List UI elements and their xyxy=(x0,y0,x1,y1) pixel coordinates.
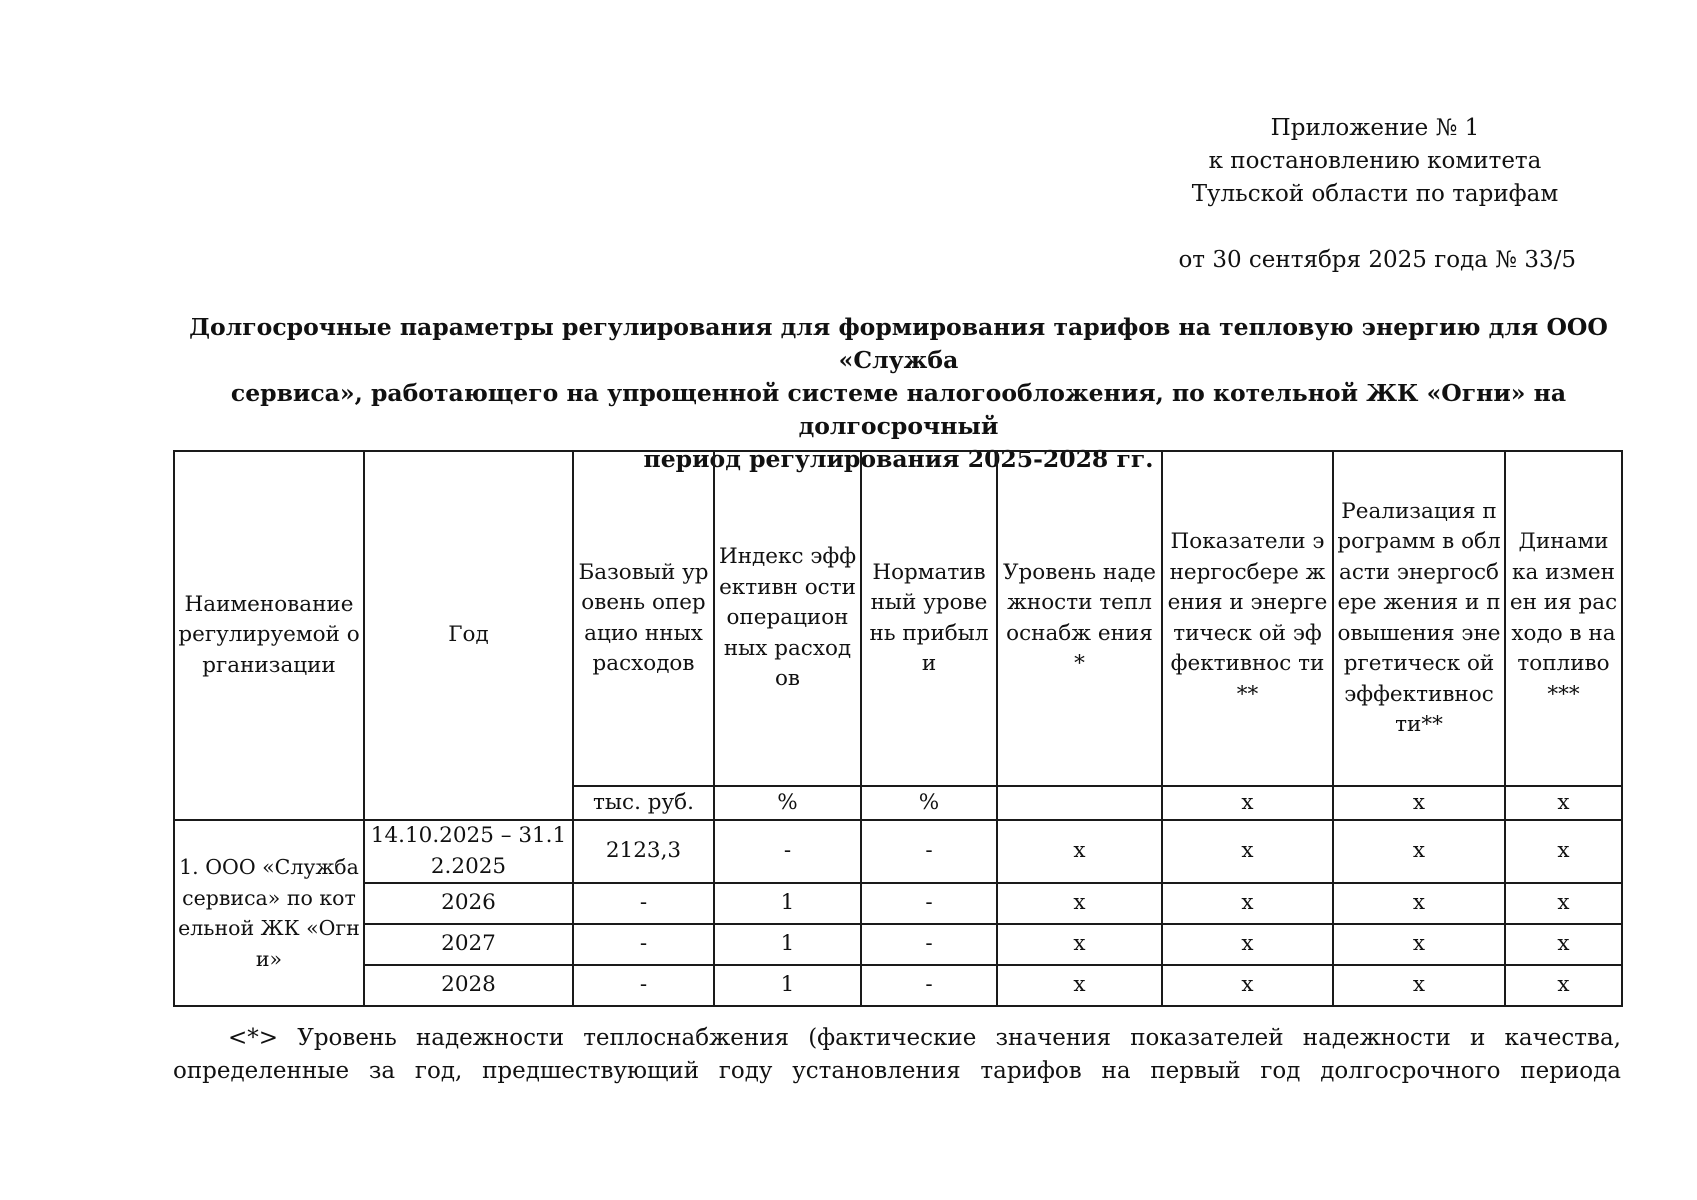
appendix-block xyxy=(1150,112,1600,277)
profit-level-cell: - xyxy=(861,820,997,883)
fuel-dynamics-cell: x xyxy=(1505,820,1622,883)
header-programs: Реализация программ в области энергосбере жения и повышения энергетическ ой эффективнос ти** xyxy=(1333,451,1505,786)
programs-cell: x xyxy=(1333,883,1505,924)
header-fuel-dynamics: Динами ка изменен ия расходо в на топливо *** xyxy=(1505,451,1622,786)
header-efficiency-index: Индекс эффективн ости операцион ных расходов xyxy=(714,451,861,786)
header-reliability: Уровень надежности теплоснабж ения* xyxy=(997,451,1162,786)
table-row xyxy=(174,924,1622,965)
efficiency-index-cell: - xyxy=(714,820,861,883)
fuel-dynamics-cell: x xyxy=(1505,965,1622,1006)
table-row xyxy=(174,965,1622,1006)
table-row xyxy=(174,883,1622,924)
unit-cell: % xyxy=(714,786,861,820)
base-opex-cell: - xyxy=(573,965,714,1006)
fuel-dynamics-cell: x xyxy=(1505,883,1622,924)
year-cell: 2026 xyxy=(364,883,573,924)
base-opex-cell: - xyxy=(573,924,714,965)
efficiency-index-cell: 1 xyxy=(714,965,861,1006)
efficiency-index-cell: 1 xyxy=(714,924,861,965)
programs-cell: x xyxy=(1333,965,1505,1006)
table-row xyxy=(174,820,1622,883)
profit-level-cell: - xyxy=(861,965,997,1006)
header-organization: Наименование регулируемой организации xyxy=(174,451,364,820)
year-cell: 2027 xyxy=(364,924,573,965)
footnote-line: определенные за год, предшествующий году установления тарифов на первый год долгосрочного периода xyxy=(173,1058,1621,1084)
base-opex-cell: - xyxy=(573,883,714,924)
programs-cell: x xyxy=(1333,820,1505,883)
footnote-line: <*> Уровень надежности теплоснабжения (фактические значения показателей надежности и качества, xyxy=(228,1025,1621,1051)
unit-cell: % xyxy=(861,786,997,820)
unit-cell: тыс. руб. xyxy=(573,786,714,820)
title-line: период регулирования 2025-2028 гг. xyxy=(643,445,1154,473)
reliability-cell: x xyxy=(997,883,1162,924)
reliability-cell: x xyxy=(997,965,1162,1006)
energy-saving-cell: x xyxy=(1162,883,1333,924)
base-opex-cell: 2123,3 xyxy=(573,820,714,883)
energy-saving-cell: x xyxy=(1162,965,1333,1006)
efficiency-index-cell: 1 xyxy=(714,883,861,924)
programs-cell: x xyxy=(1333,924,1505,965)
year-cell: 2028 xyxy=(364,965,573,1006)
table-header-row xyxy=(174,451,1622,786)
profit-level-cell: - xyxy=(861,924,997,965)
energy-saving-cell: x xyxy=(1162,924,1333,965)
year-cell: 14.10.2025 – 31.12.2025 xyxy=(364,820,573,883)
energy-saving-cell: x xyxy=(1162,820,1333,883)
header-year: Год xyxy=(364,451,573,820)
appendix-number: Приложение № 1 xyxy=(1270,115,1480,141)
appendix-authority: Тульской области по тарифам xyxy=(1191,181,1559,207)
appendix-resolution: к постановлению комитета xyxy=(1208,148,1542,174)
reliability-cell: x xyxy=(997,820,1162,883)
unit-cell: x xyxy=(1505,786,1622,820)
fuel-dynamics-cell: x xyxy=(1505,924,1622,965)
unit-cell: x xyxy=(1162,786,1333,820)
reliability-cell: x xyxy=(997,924,1162,965)
unit-cell xyxy=(997,786,1162,820)
header-base-opex: Базовый уровень операцио нных расходов xyxy=(573,451,714,786)
profit-level-cell: - xyxy=(861,883,997,924)
header-energy-saving: Показатели энергосбере жения и энергетическ ой эффективнос ти** xyxy=(1162,451,1333,786)
title-line: Долгосрочные параметры регулирования для формирования тарифов на тепловую энергию для ООО «Служба xyxy=(189,313,1608,374)
appendix-date: от 30 сентября 2025 года № 33/5 xyxy=(1178,247,1576,273)
title-line: сервиса», работающего на упрощенной системе налогообложения, по котельной ЖК «Огни» на долгосрочный xyxy=(230,379,1567,440)
organization-name: 1. ООО «Служба сервиса» по котельной ЖК «Огни» xyxy=(174,820,364,1006)
parameters-table xyxy=(173,450,1623,1007)
footnote xyxy=(173,1022,1621,1088)
unit-cell: x xyxy=(1333,786,1505,820)
header-profit-level: Норматив ный уровень прибыли xyxy=(861,451,997,786)
